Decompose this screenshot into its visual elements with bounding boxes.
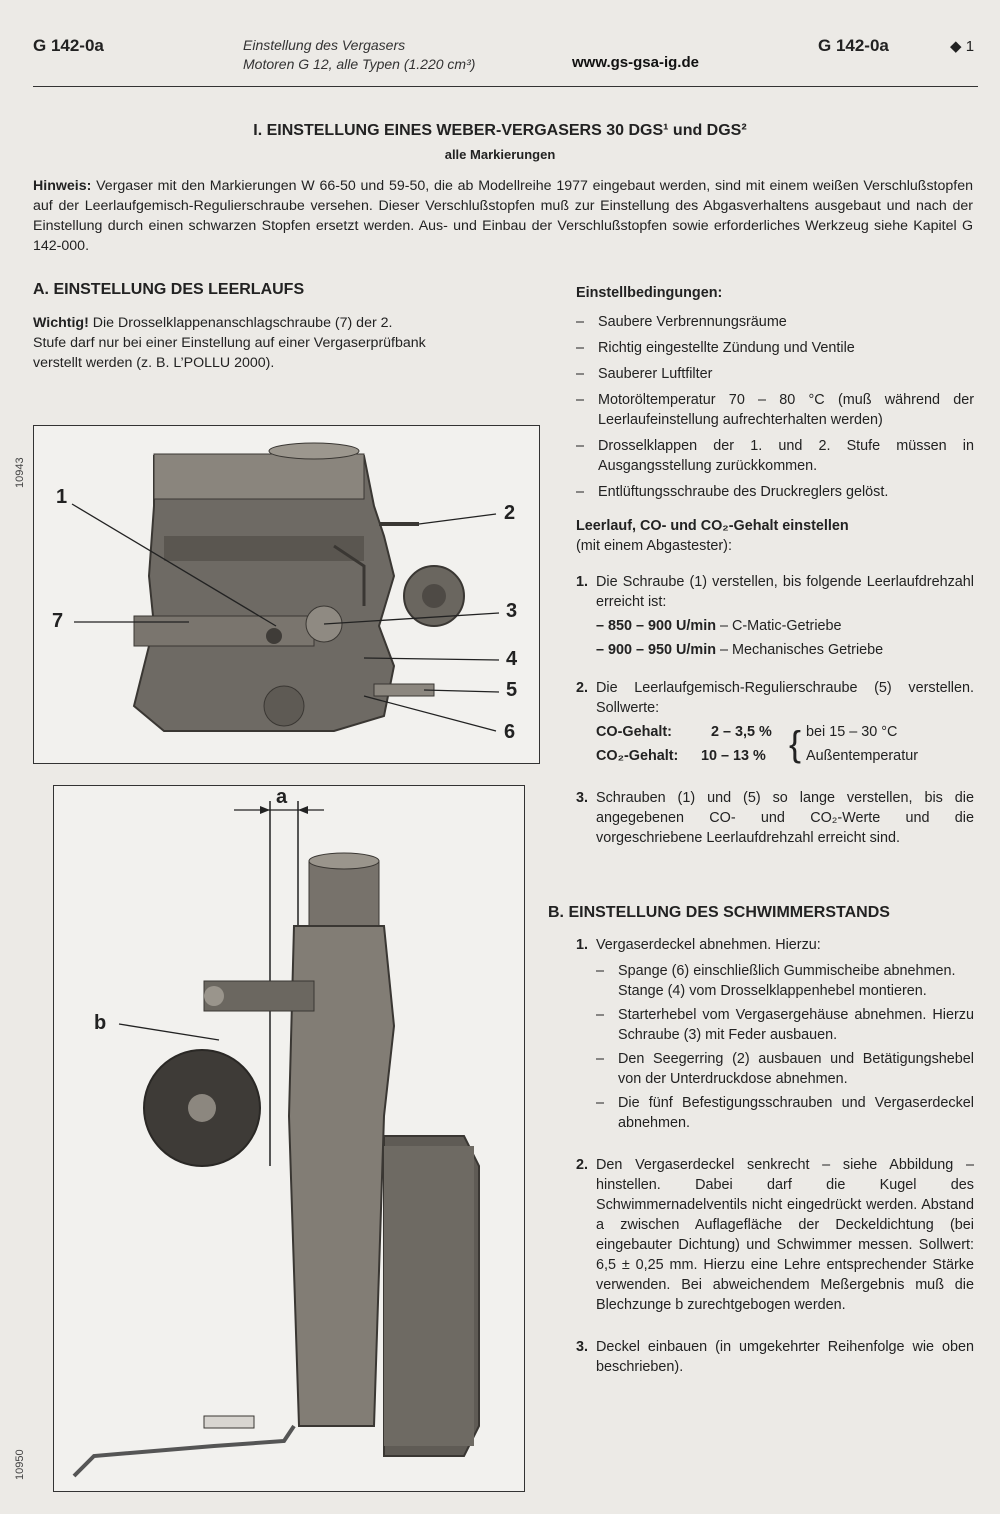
condition-item: – Motoröltemperatur 70 – 80 °C (muß während der Leerlaufeinstellung aufrechterhalten werden) [576,392,974,428]
brace: { [789,723,802,764]
note-text: Vergaser mit den Markierungen W 66-50 und 59-50, die ab Modellreihe 1977 eingebaut werden, sind mit einem weißen Verschlußstopfen auf der Leerlaufgemisch-Regulierschraube versehen. Dieser Verschlußstopfen muß zur Einstellung des Abgasverhaltens ausgebaut und nach der Einstellung durch einen schwarzen Stopfen ersetzt werden. Aus- und Einbau der Verschlußstopfen sowie erforderliches Werkzeug siehe Kapitel G 142-000. [33,178,973,254]
idle-step-3: 3. Schrauben (1) und (5) so lange verstellen, bis die angegebenen CO- und CO₂-Werte und die vorgeschriebene Leerlaufdrehzahl erreicht sind. [576,790,974,846]
idle-step-1: 1. Die Schraube (1) verstellen, bis folgende Leerlaufdrehzahl erreicht ist: [576,574,974,610]
condition-item: – Richtig eingestellte Zündung und Ventile [576,340,855,356]
page-marker: ◆ 1 [950,38,975,55]
speed-line-2: – 900 – 950 U/min – Mechanisches Getriebe [596,642,884,658]
b-sub-4: – Die fünf Befestigungsschrauben und Vergaserdeckel abnehmen. [596,1095,974,1131]
b-step-3: 3. Deckel einbauen (in umgekehrter Reihenfolge wie oben beschrieben). [576,1339,974,1375]
b-step-1: 1. Vergaserdeckel abnehmen. Hierzu: [576,937,821,953]
figure1-label-4: 4 [506,648,518,670]
co-values [596,722,974,770]
condition-item: – Entlüftungsschraube des Druckreglers gelöst. [576,484,889,500]
figure2-float-photo [53,785,525,1492]
figure2-code: 10950 [14,1449,26,1480]
note-paragraph [33,176,973,256]
header-title-line1: Einstellung des Vergasers [243,37,406,53]
figure1-label-5: 5 [506,679,518,701]
condition-item: – Saubere Verbrennungsräume [576,314,787,330]
doc-code-right: G 142-0a [818,36,889,55]
main-title: I. EINSTELLUNG EINES WEBER-VERGASERS 30 DGS¹ und DGS² [253,122,747,139]
figure2-label-a: a [276,786,288,808]
b-sub-2: – Starterhebel vom Vergasergehäuse abnehmen. Hierzu Schraube (3) mit Feder ausbauen. [596,1007,974,1043]
b-step-2: 2. Den Vergaserdeckel senkrecht – siehe Abbildung – hinstellen. Dabei darf die Kugel des Schwimmernadelventils nicht eingedrückt werden. Abstand a zwischen Auflagefläche der Deckeldichtung (bei eingebauter Dichtung) und Schwimmer messen. Sollwert: 6,5 ± 0,25 mm. Hierzu eine Lehre entsprechender Stärke verwenden. Bei abweichendem Meßergebnis muß die Blechzunge b zurechtgebogen werden. [576,1157,974,1313]
condition-item: – Drosselklappen der 1. und 2. Stufe müssen in Ausgangsstellung zurückkommen. [576,438,974,474]
speed-line-1: – 850 – 900 U/min – C-Matic-Getriebe [596,618,842,634]
important-paragraph [33,313,429,373]
note-label: Hinweis: [33,178,92,194]
header-divider [33,86,978,87]
figure1-label-7: 7 [52,610,64,632]
b-sub-3: – Den Seegerring (2) ausbauen und Betätigungshebel von der Unterdruckdose abnehmen. [596,1051,974,1087]
header-title [243,36,475,74]
temp-line-1: bei 15 – 30 °C [806,724,898,740]
idle-step-2: 2. Die Leerlaufgemisch-Regulierschraube (5) verstellen. Sollwerte: [576,680,974,716]
temp-line-2: Außentemperatur [806,748,918,764]
website-url[interactable]: www.gs-gsa-ig.de [572,54,699,71]
section-a-heading: A. EINSTELLUNG DES LEERLAUFS [33,281,305,298]
figure2-drawing [54,786,524,1491]
header-title-line2: Motoren G 12, alle Typen (1.220 cm³) [243,56,476,72]
right-column [576,283,974,874]
b-sub-1: – Spange (6) einschließlich Gummischeibe abnehmen. Stange (4) vom Drosselklappenhebel montieren. [596,963,956,999]
main-subtitle: alle Markierungen [444,147,556,162]
figure1-label-3: 3 [506,600,518,622]
important-label: Wichtig! [33,315,89,331]
co-label: CO-Gehalt: [596,724,672,740]
co-value: 2 – 3,5 % [711,724,772,740]
figure1-code: 10943 [14,457,26,488]
idle-heading-note: (mit einem Abgastester): [576,538,732,554]
co2-value: 10 – 13 % [701,748,766,764]
idle-heading: Leerlauf, CO- und CO₂-Gehalt einstellen [576,518,849,534]
doc-code-left: G 142-0a [33,36,104,55]
figure2-label-b: b [94,1012,107,1034]
section-b-heading: B. EINSTELLUNG DES SCHWIMMERSTANDS [548,904,890,921]
figure1-carburetor-photo [33,425,540,764]
figure1-label-1: 1 [56,486,68,508]
co2-label: CO₂-Gehalt: [596,748,679,764]
figure1-label-6: 6 [504,721,516,743]
condition-item: – Sauberer Luftfilter [576,366,713,382]
conditions-heading: Einstellbedingungen: [576,285,723,301]
section-b-body [576,935,974,1377]
figure1-drawing [34,426,539,763]
important-text: Die Drosselklappenanschlagschraube (7) der 2. Stufe darf nur bei einer Einstellung auf einer Vergaserprüfbank verstellt werden (z. B. L’POLLU 2000). [33,315,426,371]
figure1-label-2: 2 [504,502,516,524]
